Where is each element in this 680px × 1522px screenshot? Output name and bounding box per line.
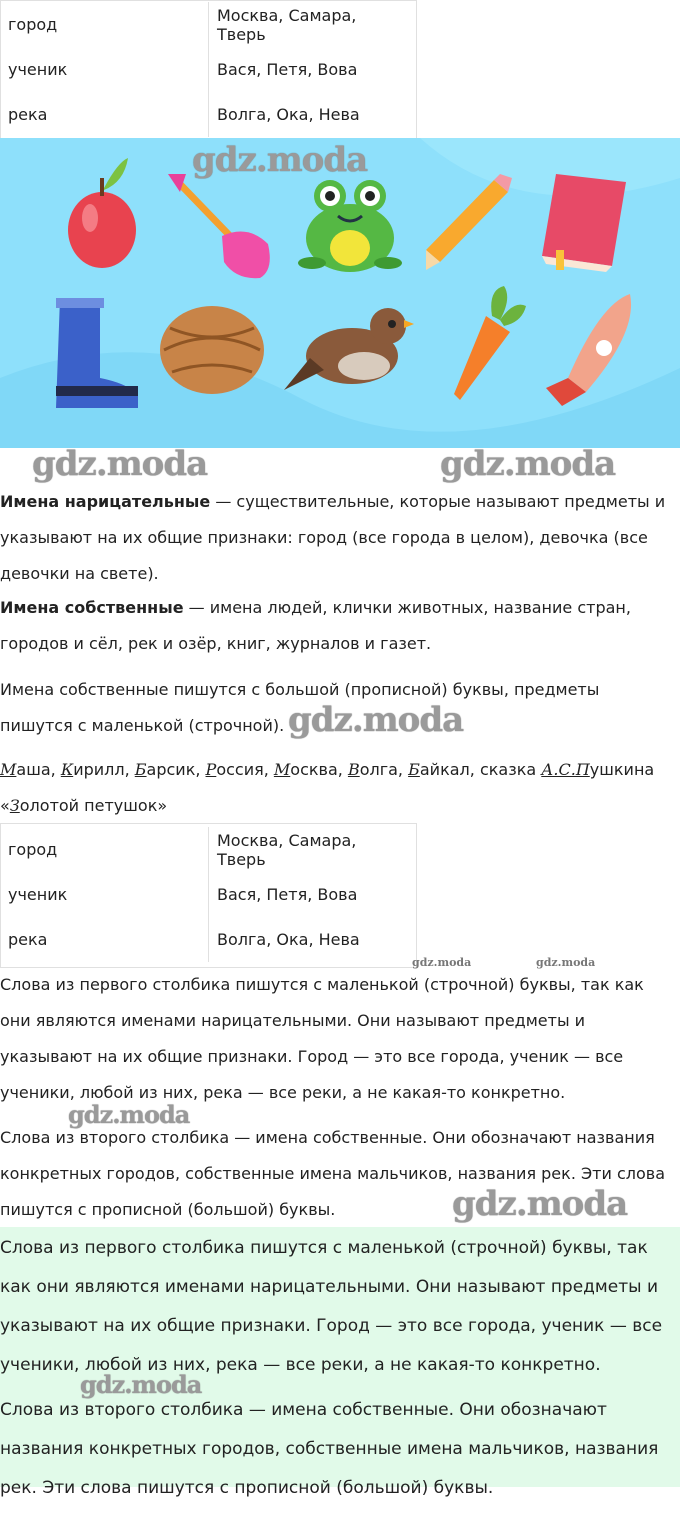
walnut-icon — [160, 306, 264, 394]
definition-proper-nouns — [0, 590, 672, 662]
table-row — [0, 917, 417, 962]
rule-paragraph: Имена собственные пишутся с большой (прописной) буквы, предметы пишутся с маленькой (строчной). — [0, 680, 600, 735]
watermark: gdz.moda — [288, 700, 464, 740]
table-cell-examples: Москва, Самара, Тверь — [217, 830, 357, 869]
watermark: gdz.moda — [68, 1100, 190, 1129]
watermark: gdz.moda — [80, 1370, 202, 1399]
table-cell-examples: Вася, Петя, Вова — [217, 60, 358, 79]
watermark: gdz.moda — [440, 444, 616, 484]
capital-letter: Б — [134, 760, 147, 779]
table-cell-examples: Москва, Самара, Тверь — [217, 5, 357, 44]
table-cell-word: ученик — [0, 47, 209, 92]
book-icon — [542, 174, 626, 272]
capital-letter: К — [60, 760, 74, 779]
example-text: ушкина « — [0, 760, 655, 815]
term-proper-nouns: Имена собственные — [0, 598, 184, 617]
watermark: gdz.moda — [412, 956, 472, 969]
pencil-icon — [426, 174, 512, 270]
capital-letter: Р — [205, 760, 217, 779]
carrot-icon — [454, 286, 526, 400]
apple-icon — [68, 158, 136, 268]
frog-icon — [298, 180, 402, 272]
answer-second-column: Слова из второго столбика — имена собственные. Они обозначают названия конкретных городов, собственные имена мальчиков, названия рек. Эти слова пишутся с прописной (большой) буквы. — [0, 1400, 659, 1498]
table-cell-examples: Волга, Ока, Нева — [217, 105, 360, 124]
example-text: осква, — [290, 760, 348, 779]
top-table — [0, 2, 417, 137]
example-text: аша, — [16, 760, 61, 779]
watermark: gdz.moda — [452, 1184, 628, 1224]
example-text: айкал, сказка — [419, 760, 542, 779]
definition-common-nouns — [0, 484, 672, 592]
objects-illustration — [0, 138, 680, 448]
capital-letter: Б — [408, 760, 420, 779]
example-text: оссия, — [216, 760, 274, 779]
proper-noun-examples — [0, 752, 672, 824]
table-row — [0, 2, 417, 47]
table-row — [0, 47, 417, 92]
term-common-nouns: Имена нарицательные — [0, 492, 211, 511]
definition-text: — существительные, которые называют предметы и указывают на их общие признаки: город (все города в целом), девочка (все девочки на свете). — [0, 492, 666, 583]
table-row — [0, 92, 417, 137]
shovel-icon — [168, 174, 270, 278]
capital-letter: З — [9, 796, 20, 815]
table-row — [0, 872, 417, 917]
example-text: ирилл, — [73, 760, 135, 779]
answer-block — [0, 1227, 680, 1498]
explanation-first-column: Слова из первого столбика пишутся с маленькой (строчной) буквы, так как они являются именами нарицательными. Они называют предметы и указывают на их общие признаки. Город — это все города, ученик — все ученики, любой из них, река — все реки, а не какая-то конкретно. — [0, 975, 644, 1102]
table-cell-word: город — [0, 2, 209, 47]
example-text: арсик, — [146, 760, 206, 779]
example-text: олга, — [359, 760, 409, 779]
watermark: gdz.moda — [192, 140, 368, 180]
table-cell-word: река — [0, 92, 209, 137]
capital-letter: М — [273, 760, 291, 779]
answer-first-column: Слова из первого столбика пишутся с маленькой (строчной) буквы, так как они являются именами нарицательными. Они называют предметы и указывают на их общие признаки. Город — это все города, ученик — все ученики, любой из них, река — все реки, а не какая-то конкретно. — [0, 1238, 663, 1375]
watermark: gdz.moda — [32, 444, 208, 484]
table-cell-examples: Волга, Ока, Нева — [217, 930, 360, 949]
rocket-icon — [546, 294, 631, 406]
table-cell-word: ученик — [0, 872, 209, 917]
table-row — [0, 827, 417, 872]
explanation-second-column: Слова из второго столбика — имена собственные. Они обозначают названия конкретных городов, собственные имена мальчиков, названия рек. Эти слова пишутся с прописной (большой) буквы. — [0, 1128, 666, 1219]
definition-text: — имена людей, клички животных, название стран, городов и сёл, рек и озёр, книг, журналов и газет. — [0, 598, 631, 653]
illustration-svg — [0, 138, 680, 448]
second-table — [0, 827, 417, 962]
capital-letter: А.С.П — [541, 760, 590, 779]
example-text: олотой петушок» — [19, 796, 168, 815]
table-cell-word: река — [0, 917, 209, 962]
sparrow-icon — [284, 308, 414, 390]
capital-letter: В — [347, 760, 360, 779]
table-cell-examples: Вася, Петя, Вова — [217, 885, 358, 904]
capital-letter: М — [0, 760, 17, 779]
watermark: gdz.moda — [536, 956, 596, 969]
table-cell-word: город — [0, 827, 209, 872]
